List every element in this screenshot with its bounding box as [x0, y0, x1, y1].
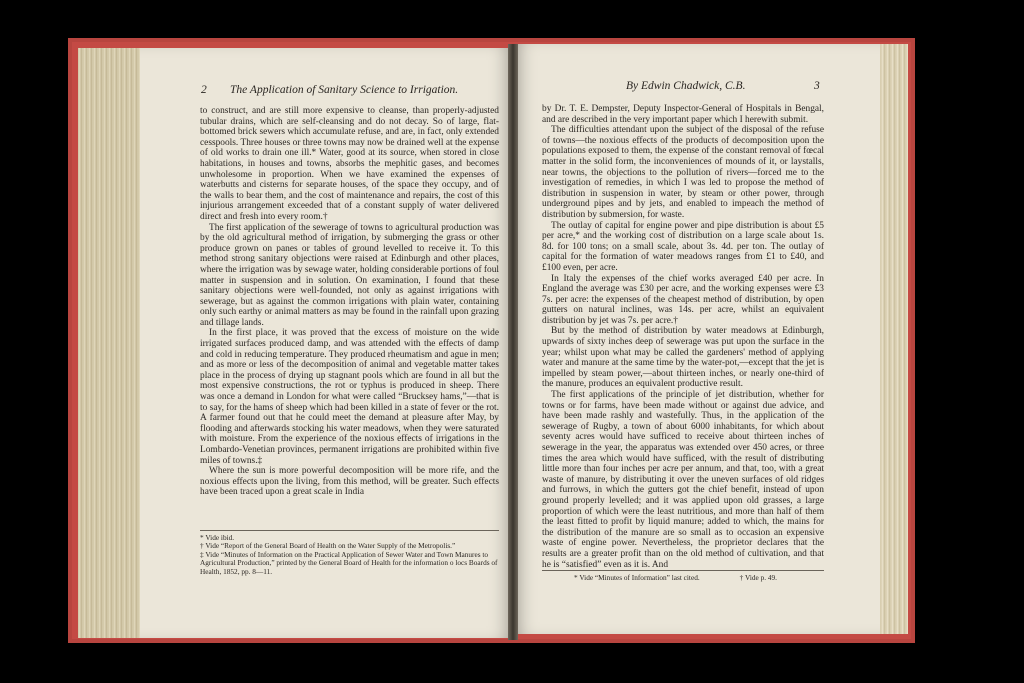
right-page — [514, 44, 880, 634]
right-page-number: 3 — [814, 80, 820, 92]
left-page-body — [200, 106, 499, 498]
left-page — [140, 48, 512, 638]
footnote-rule — [200, 530, 499, 531]
left-footnotes — [200, 534, 499, 576]
paragraph: The difficulties attendant upon the subject of the disposal of the refuse of towns—the noxious effects of the products of decomposition upon the populations exposed to them, the expense of the constant removal of fœcal matter in the solid form, the inconveniences of mounds of it, or laystalls, near towns, the objections to the pollution of rivers—forced me to the investigation of remedies, in which I was led to propose the method of distribution in suspension in water, by steam or other power, through underground pipes and by jets, and enabled to impeach the method of distribution by submersion, for waste. — [542, 125, 824, 220]
right-page-body — [542, 104, 824, 570]
book-gutter — [508, 44, 518, 640]
right-footnotes — [574, 574, 824, 582]
paragraph: In Italy the expenses of the chief works averaged £40 per acre. In England the average was £30 per acre, and the working expenses were £3 7s. per acre: the expenses of the cheapest method of distribution, by open gutters on natural inclines, was 14s. per acre, whilst an equivalent distribution by jet was 7s. per acre.† — [542, 273, 824, 326]
left-page-edges — [78, 48, 146, 638]
paragraph: by Dr. T. E. Dempster, Deputy Inspector-General of Hospitals in Bengal, and are described in the very important paper which I herewith submit. — [542, 104, 824, 125]
left-page-number: 2 — [201, 84, 207, 96]
paragraph: to construct, and are still more expensive to cleanse, than properly-adjusted tubular drains, which are self-cleansing and do not decay. So of large, flat-bottomed brick sewers which accumulate refuse, and are, in fact, only extended cesspools. Three houses or three towns may now be drained well at the expense of old works to drain one ill.* Water, good at its source, when stored in close habitations, in houses and towns, absorbs the mephitic gases, and becomes unwholesome in proportion. When we have examined the expenses of waterbutts and cisterns for separate houses, of the space they occupy, and of the walls to bear them, and the cost of maintenance and repairs, the cost of this injurious arrangement exceeded that of a constant supply of water delivered direct and fresh into every room.† — [200, 106, 499, 222]
paragraph: The outlay of capital for engine power and pipe distribution is about £5 per acre,* and the working cost of distribution on a large scale about 1s. 8d. for 100 tons; on a small scale, about 3s. 4d. per ton. The outlay of capital for the formation of water meadows ranges from £1 to £40, and £100 even, per acre. — [542, 220, 824, 273]
paragraph: The first applications of the principle of jet distribution, whether for towns or for farms, have been made without or against due advice, and have been made rashly and wastefully. Thus, in the application of the sewerage of Rugby, a town of about 6000 inhabitants, for which about seventy acres would have sufficed to receive about thirteen inches of sewerage in the year, the apparatus was extended over 450 acres, or three times the area which would have sufficed, with the result of distributing little more than four inches per acre per annum, and that, too, with a great waste of manure, by distributing it over the uneven surfaces of old ridges and furrows, in which the gutters got the chief benefit, instead of upon ground properly levelled; and it was applied upon old grasses, a large proportion of which were the least nutritious, and more than half of them the least fitted to profit by liquid manure; added to which, the mains for the distribution of the manure are so small as to occasion an expensive waste of engine power. Nevertheless, the proprietor declares that the results are a greater profit than on the old method of cultivation, and that he is “satisfied” even as it is. And — [542, 390, 824, 570]
footnote: ‡ Vide “Minutes of Information on the Practical Application of Sewer Water and Town Manures to Agricultural Production,” printed by the General Board of Health for the information o locs Boards of Health, 1852, pp. 8—11. — [200, 549, 498, 576]
right-page-edges — [876, 44, 908, 634]
paragraph: Where the sun is more powerful decomposition will be more rife, and the noxious effects upon the living, from this method, will be greater. Such effects have been traced upon a great scale in India — [200, 466, 499, 498]
paragraph: In the first place, it was proved that the excess of moisture on the wide irrigated surfaces produced damp, and was attended with the effects of damp and cold in reducing temperature. They produced rheumatism and ague in men; and as more or less of the decomposition of animal and vegetable matter takes place in the process of drying up stagnant pools which are found in all but the most expensive constructions, the rot or typhus is produced in sheep. There was once a demand in London for what were called “Brucksey hams,”—that is to say, for the hams of sheep which had been killed in a state of fever or the rot. A farmer found out that he could meet the demand at pleasure after May, by flooding and afterwards stocking his water meadows, when they were saturated with moisture. From the experience of the noxious effects of irrigations in the Lombardo-Venetian provinces, permanent irrigations are prohibited within five miles of towns.‡ — [200, 328, 499, 466]
footnote-rule — [542, 570, 824, 571]
footnote: * Vide ibid. — [200, 533, 235, 542]
footnote: † Vide “Report of the General Board of Health on the Water Supply of the Metropolis.” — [200, 541, 456, 551]
left-running-head: The Application of Sanitary Science to Irrigation. — [230, 84, 459, 96]
right-running-head: By Edwin Chadwick, C.B. — [626, 80, 746, 92]
paragraph: The first application of the sewerage of towns to agricultural production was by the old agricultural method of irrigation, by submerging the grass or other produce grown on panes or tables of ground levelled to receive it. To this method strong sanitary objections were raised at Edinburgh and other places, where the irrigation was by sewage water, holding considerable portions of foul matter in suspension and in solution. On examination, I found that these sanitary objections were well-founded, not only as against irrigations with sewerage, but as against the common irrigations with plain water, containing only such earthy or animal matters as may be found in the rainfall upon grazing and tillage lands. — [200, 222, 500, 328]
paragraph: But by the method of distribution by water meadows at Edinburgh, upwards of sixty inches deep of sewerage was put upon the surface in the year; whilst upon what may be called the gardeners' method of applying water and manure at the same time by the water-pot,—except that the jet is impelled by steam power,—about thirteen inches, or nearly one-third of the manure, produces an equivalent productive result. — [542, 326, 824, 390]
footnote: † Vide p. 49. — [739, 573, 778, 582]
footnote: * Vide “Minutes of Information” last cited. — [574, 573, 700, 582]
